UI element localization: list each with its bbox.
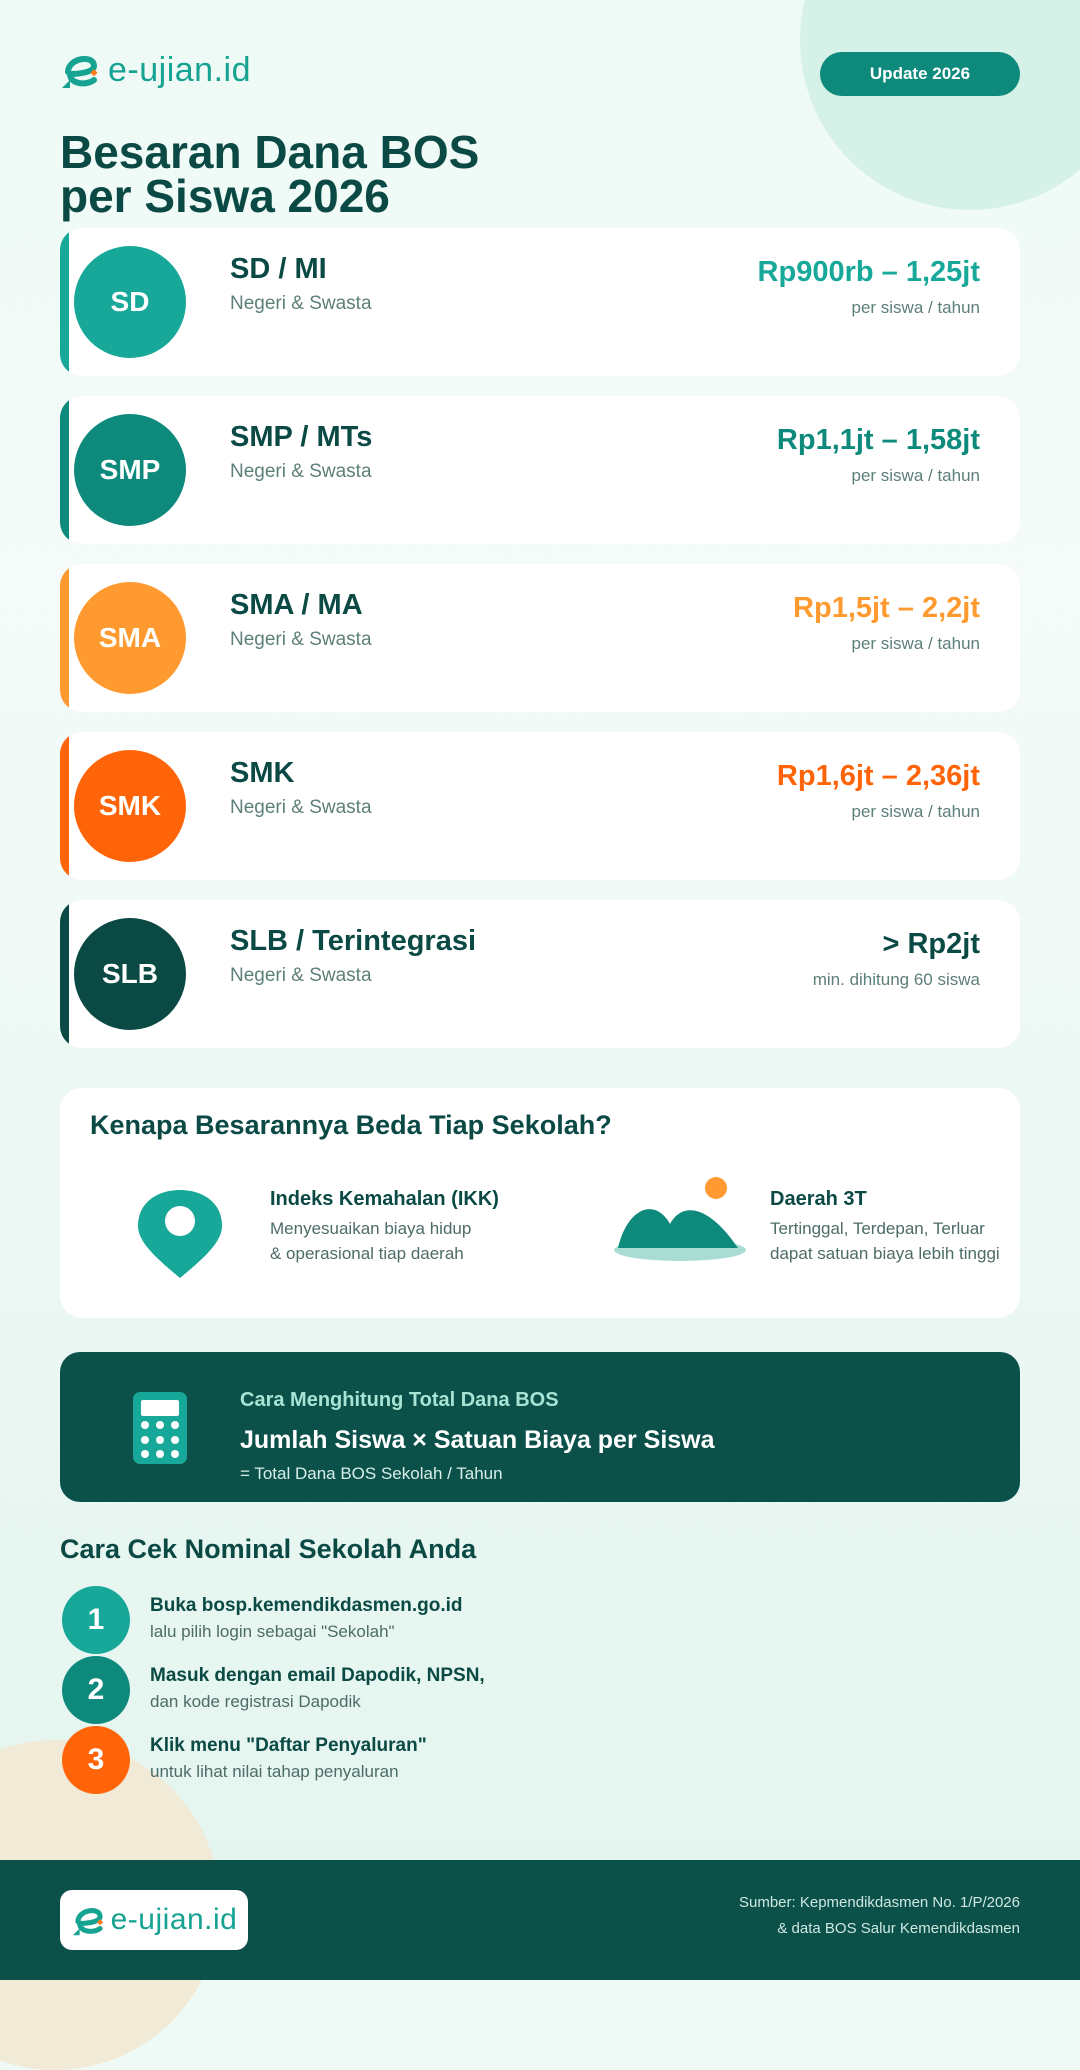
level-badge: SD: [74, 246, 186, 358]
e-logo-icon: [71, 1903, 107, 1937]
level-price: Rp900rb – 1,25jt: [757, 256, 980, 288]
source-line-1: Sumber: Kepmendikdasmen No. 1/P/2026: [739, 1894, 1020, 1911]
level-unit: per siswa / tahun: [851, 802, 980, 821]
level-card-smk: [60, 732, 1020, 880]
accent-bar: [60, 228, 69, 376]
level-badge: SMP: [74, 414, 186, 526]
e-logo-icon: [60, 50, 102, 90]
ikk-desc: [270, 1216, 471, 1266]
calculator-icon: [133, 1392, 187, 1464]
accent-bar: [60, 564, 69, 712]
level-name: SMP / MTs: [230, 421, 373, 453]
3t-desc: [770, 1216, 1000, 1266]
level-name: SLB / Terintegrasi: [230, 925, 477, 957]
brand-logo[interactable]: [60, 50, 251, 90]
level-sub: Negeri & Swasta: [230, 293, 372, 314]
formula-note: = Total Dana BOS Sekolah / Tahun: [240, 1464, 503, 1483]
level-unit: per siswa / tahun: [851, 298, 980, 317]
level-unit: per siswa / tahun: [851, 634, 980, 653]
ikk-desc-line-1: Menyesuaikan biaya hidup: [270, 1219, 472, 1238]
step-number: 3: [62, 1726, 130, 1794]
page-title: [60, 126, 480, 222]
level-unit: min. dihitung 60 siswa: [812, 970, 980, 989]
update-badge: Update 2026: [820, 52, 1020, 96]
title-line-2: per Siswa 2026: [60, 170, 390, 222]
accent-bar: [60, 396, 69, 544]
step-main-text: Klik menu "Daftar Penyaluran": [150, 1735, 427, 1756]
ikk-desc-line-2: & operasional tiap daerah: [270, 1244, 464, 1263]
level-card-sma: [60, 564, 1020, 712]
accent-bar: [60, 732, 69, 880]
step-number: 1: [62, 1586, 130, 1654]
level-sub: Negeri & Swasta: [230, 797, 372, 818]
source-note: [739, 1890, 1020, 1942]
level-price: > Rp2jt: [882, 928, 980, 960]
level-price: Rp1,5jt – 2,2jt: [793, 592, 980, 624]
location-pin-icon: [136, 1188, 224, 1280]
brand-name: e-ujian.id: [108, 50, 251, 89]
footer-brand-logo[interactable]: [60, 1890, 248, 1950]
footer-brand-name: e-ujian.id: [110, 1903, 238, 1936]
level-name: SMA / MA: [230, 589, 363, 621]
level-price: Rp1,6jt – 2,36jt: [776, 760, 980, 792]
step-main-text: Masuk dengan email Dapodik, NPSN,: [150, 1665, 485, 1686]
level-name: SMK: [230, 757, 295, 789]
ikk-title: Indeks Kemahalan (IKK): [270, 1188, 499, 1210]
level-price: Rp1,1jt – 1,58jt: [776, 424, 980, 456]
title-line-1: Besaran Dana BOS: [60, 126, 480, 178]
formula-label: Cara Menghitung Total Dana BOS: [240, 1389, 559, 1411]
step-sub-text: lalu pilih login sebagai "Sekolah": [150, 1622, 395, 1641]
3t-desc-line-2: dapat satuan biaya lebih tinggi: [770, 1244, 1000, 1263]
3t-title: Daerah 3T: [770, 1188, 867, 1210]
level-sub: Negeri & Swasta: [230, 629, 372, 650]
level-sub: Negeri & Swasta: [230, 461, 372, 482]
level-name: SD / MI: [230, 253, 327, 285]
step-number: 2: [62, 1656, 130, 1724]
source-line-2: & data BOS Salur Kemendikdasmen: [777, 1920, 1020, 1937]
step-sub-text: untuk lihat nilai tahap penyaluran: [150, 1762, 399, 1781]
hills-sun-icon: [612, 1176, 748, 1266]
decorative-circle: [800, 0, 1080, 210]
level-sub: Negeri & Swasta: [230, 965, 372, 986]
formula-panel: [60, 1352, 1020, 1502]
step-main-text: Buka bosp.kemendikdasmen.go.id: [150, 1595, 463, 1616]
step-sub-text: dan kode registrasi Dapodik: [150, 1692, 361, 1711]
level-badge: SMA: [74, 582, 186, 694]
level-card-slb: [60, 900, 1020, 1048]
level-card-sd: [60, 228, 1020, 376]
level-badge: SLB: [74, 918, 186, 1030]
footer: [0, 1860, 1080, 1980]
level-badge: SMK: [74, 750, 186, 862]
steps-title: Cara Cek Nominal Sekolah Anda: [60, 1534, 477, 1564]
formula-main: Jumlah Siswa × Satuan Biaya per Siswa: [240, 1426, 715, 1454]
why-title: Kenapa Besarannya Beda Tiap Sekolah?: [90, 1110, 612, 1140]
level-card-smp: [60, 396, 1020, 544]
why-different-panel: [60, 1088, 1020, 1318]
3t-desc-line-1: Tertinggal, Terdepan, Terluar: [770, 1219, 985, 1238]
level-unit: per siswa / tahun: [851, 466, 980, 485]
header: [60, 50, 1020, 100]
accent-bar: [60, 900, 69, 1048]
